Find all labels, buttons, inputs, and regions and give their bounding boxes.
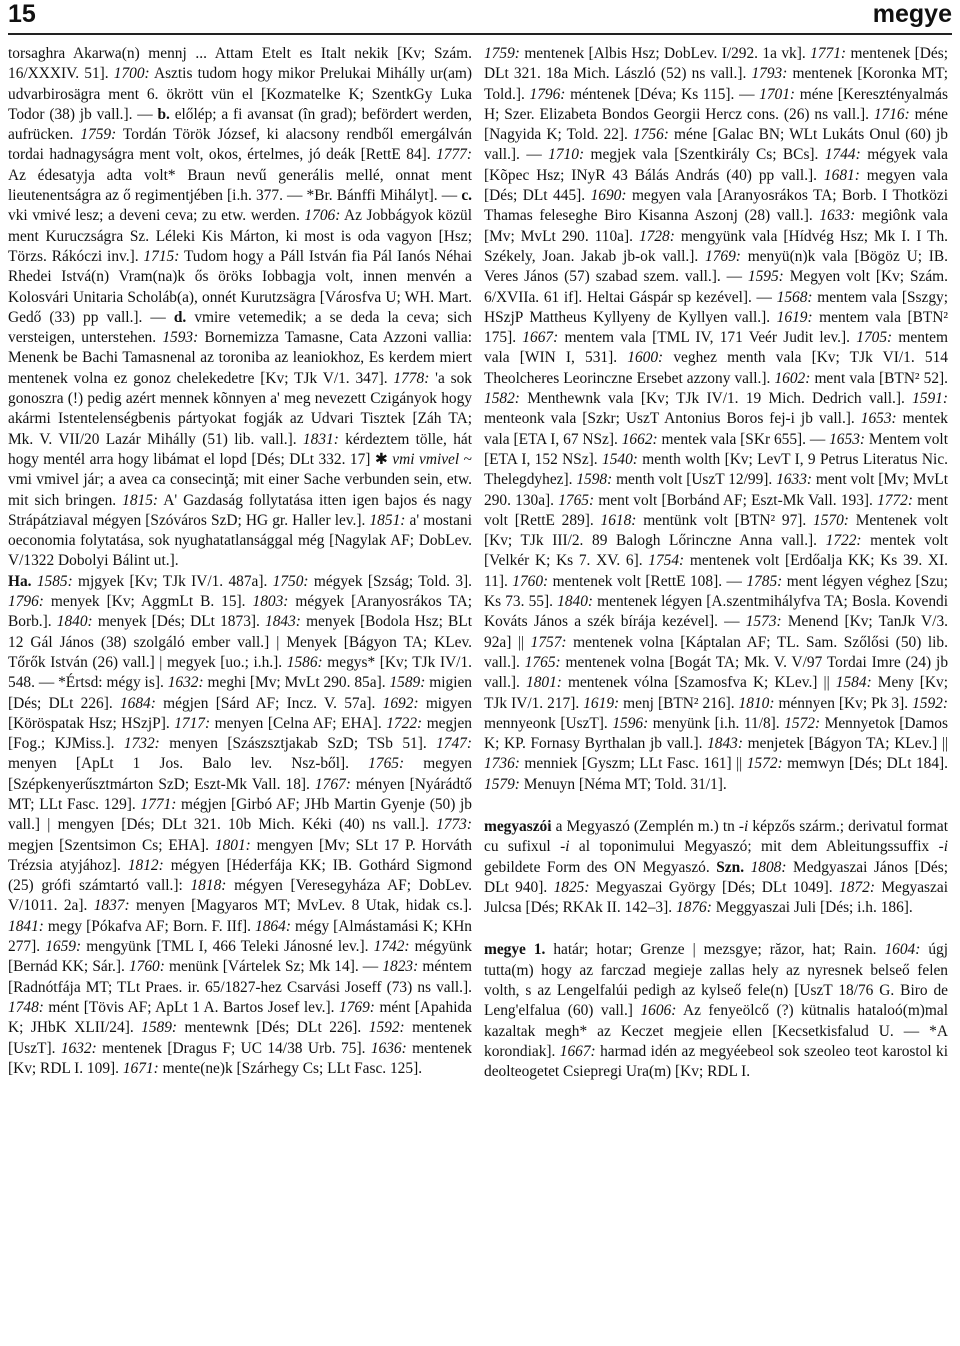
entry-label: d. [173,308,187,326]
entry-text: mentenek volna [Káptalan AF; TL. Sam. Szőlősi (50) lib. vall.]. [484,633,948,671]
year-citation: 1619: [583,694,620,712]
year-citation: 1722: [825,532,862,550]
entry-text: képzős szárm.; derivatul format cu sufixul [484,817,948,856]
entry-text: vki vmivé lesz; a deveni ceva; zu etw. werden. [8,207,305,225]
entry-text: mentek vala [ETA I, 67 NSz]. [484,410,948,448]
entry-text: Megyaszai György [Dés; DLt 1049]. [589,878,840,896]
year-citation: 1715: [143,247,180,265]
entry-text: Bornemizza Tamasne, Cata Azzoni vallia: Menenk be Bachi Tamasnenal az toroniba az leaniokhoz, Es kerdem miert mentenek volna ez gonoz chelekedetre [Kv; TJk V/1. 347]. [8,329,472,387]
year-citation: 1591: [912,390,948,408]
year-citation: 1716: [873,105,910,123]
entry-text: mént [Tövis AF; ApLt 1 A. Bartos Josef lev.]. [43,998,340,1016]
entry-text: mentenek [Dés; DLt 321. 18a Mich. László (52) ns vall.]. [484,45,949,83]
entry-text: Mentem volt [ETA I, 152 NSz]. [484,430,948,468]
year-citation: 1793: [751,65,788,83]
entry-text: 'a sok gonoszra (!) pedig azért mennek kõnnyen a' meg nevezett Czigányok hogy akármi Istentelenségbenis pártyokat fogják az Udvari Tisztek [Záh TA; Mk. V. VII/20 Lazár Mihálly (51) lib. vall.]. [8,369,473,448]
year-citation: 1671: [122,1059,159,1077]
year-citation: 1570: [813,511,849,529]
entry-text: megys* [Kv; TJk IV/1. 548. — *Értsd: mégy is]. [8,653,472,692]
entry-text: ment volt [RettE 289]. [484,491,948,529]
entry-text: mengyünk vala [Hídvég Hsz; Mk I. I Th. Székely, Joan. Jakab jb-ok vall.]. [484,227,948,265]
entry-label: b. [157,105,170,123]
entry-text: Menthewnk vala [Kv; TJk IV/1. 19 Mich. Dedrich vall.]. [519,390,913,408]
year-citation: 1589: [389,674,426,692]
entry-text: meghi [Mv; MvLt 290. 85a]. [203,674,390,692]
year-citation: 1812: [127,856,164,874]
entry-text: menteonk vala [Szkr; UszT Antonius Boros fej-i jb vall.]. [484,410,861,428]
year-citation: 1579: [484,775,520,793]
year-citation: 1778: [393,369,430,387]
year-citation: 1598: [576,471,613,489]
year-citation: 1632: [167,674,204,692]
entry-text: menyek [Dés; DLt 1873]. [92,613,266,631]
entry-text: mentewnk [Dés; DLt 226]. [177,1019,369,1037]
entry-text: mennyeonk [UszT]. [484,714,613,732]
year-citation: 1595: [747,268,784,286]
year-citation: 1710: [548,146,585,164]
year-citation: 1636: [370,1039,407,1057]
year-citation: 1632: [60,1039,97,1057]
year-citation: 1602: [774,369,811,387]
entry-paragraph [484,44,948,795]
entry-text: Az édesatyja adta volt* Braun nevű generális mellé, onnat ment lieutenentságra az ő regimentjében [i.h. 377. — *Br. Bánffi Mihályt]. — [8,166,472,205]
entry-text: menyen [Magyaros MT; MvLev. 8 Utak, hidak cs.]. [129,897,472,915]
entry-text: megy [Pókafva AF; Born. F. IIf]. [43,917,256,935]
entry-text: mentenek [Dragus F; UC 14/38 Urb. 75]. [96,1039,371,1057]
year-citation: 1604: [884,941,921,959]
entry-text: mégyek vala [Kõpec Hsz; INyR 43 Bálás András (40) pp vall.]. [484,146,948,184]
year-citation: 1765: [368,755,405,773]
year-citation: 1843: [265,613,301,631]
entry-label: Ha. [8,572,32,590]
entry-text: kérdeztem tölle, hát hogy mentél arra hogy libámat el lopd [Dés; DLt 332. 17] ✱ [8,430,473,468]
entry-text: migien [Dés; DLt 226]. [8,674,473,712]
entry-text: határ; hotar; Grenze | mezsgye; răzor, hat; Rain. [545,941,885,959]
year-citation: 1600: [627,349,664,367]
entry-text: mégyek [Szság; Told. 3]. [308,572,472,590]
entry-text: ment volt [Mv; MvLt 290. 130a]. [484,471,948,509]
entry-label: megye 1. [484,941,546,959]
year-citation: 1823: [382,958,419,976]
entry-text: a' mostani oeconomia folytatása, sok nyughatatlansággal még [Nagylak AF; DobLev. V/1322 Dobolyi Bálint ut.]. [8,511,472,570]
entry-text: Asztis tudom hogy mikor Prelukai Mihálly ur(am) udvarbirosägra ment 6. ökrött vün el [Kozmatelke K; SzentkGy Luka Todor (38) jb vall.]. — [8,65,473,123]
entry-text: mente(ne)k [Szárhegy Cs; LLt Fasc. 125]. [158,1059,423,1077]
year-citation: 1653: [829,430,866,448]
year-citation: 1757: [530,633,567,651]
year-citation: 1667: [559,1042,596,1060]
entry-paragraph [8,572,472,1079]
entry-text: megjek vala [Szentkirály Cs; BCs]. [584,146,825,164]
year-citation: 1796: [529,85,566,103]
year-citation: 1759: [80,126,117,144]
year-citation: 1773: [436,816,472,834]
right-column [484,44,948,1083]
year-citation: 1684: [119,694,156,712]
entry-text: menth wolth [Kv; LevT I, 9 Petrus Literatus Nic. Thelegdyhez]. [484,450,948,489]
entry-text: mentenek légyen [A.szentmihályfva TA; Bosla. Kovendi Kováts János a szék bírája kezével]. — [484,593,949,631]
entry-text: megiônk vala [Mv; MvLt 290. 110a]. [484,207,948,245]
entry-text: menyek [Kv; AggmLt B. 15]. [43,593,253,611]
entry-text: mentek vala [SKr 655]. — [657,430,830,448]
year-citation: 1760: [512,572,549,590]
entry-text: Medgyaszai János [Dés; DLt 940]. [484,858,948,896]
year-citation: -i [938,838,948,856]
year-citation: 1808: [750,858,787,876]
year-citation: 1765: [524,653,561,671]
entry-text: menjetek [Bágyon TA; KLev.] || [743,735,948,753]
year-citation: 1592: [368,1019,405,1037]
entry-label: Szn. [716,858,745,876]
year-citation: 1750: [272,572,309,590]
year-citation: 1767: [314,775,351,793]
year-citation: 1586: [286,653,323,671]
entry-text: méntenek [Déva; Ks 115]. — [565,85,760,103]
entry-text: ~ vmi vmivel jár; a avea ca consecinţă; mit einer Sache verbunden sein, etw. mit sich bringen. [8,450,472,509]
entry-text: mengyen [Mv; SLt 17 P. Horváth Trézsia atyjához]. [8,836,472,874]
entry-text: menyen [Szászsztjakab SzD; TSb 51]. [159,735,437,753]
entry-text: Mentenek volt [Kv; TJk III/2. 89 Balogh Lőrinczne Anna vall.]. [484,511,948,550]
entry-text: Az Jobbágyok közül ment Kuruczságra Sz. Léleki Kis Márton, ki most is oda vagyon [Hsz; Törzs. Rákóczi inv.]. [8,207,472,265]
entry-text: mjgyek [Kv; TJk IV/1. 487a]. [72,572,273,590]
entry-text: mentem vala [TML IV, 171 Veér Judit lev.]. [558,329,857,347]
year-citation: 1701: [759,85,796,103]
year-citation: 1803: [252,593,289,611]
year-citation: 1700: [113,65,150,83]
entry-text: harmad idén az megyéebeol sok szeoleo teot karostol ki deolteogetet Csiepregi Ura(m) [Kv; RDL I. [484,1042,948,1081]
entry-text: vmire vetemedik; a se deda la ceva; sich versteigen, unterstehen. [8,308,472,347]
year-citation: 1572: [784,714,821,732]
year-citation: 1815: [122,491,159,509]
year-citation: 1801: [526,674,562,692]
year-citation: 1864: [255,917,291,935]
entry-text: mengyünk [TML I, 466 Teleki Jánosné lev.]. [81,938,374,956]
year-citation: 1653: [860,410,897,428]
left-column [8,44,472,1079]
year-citation: 1659: [45,938,82,956]
year-citation: 1851: [369,511,406,529]
entry-text: menyen [ApLt 1 Jos. Balo lev. Nsz-ből]. [8,755,369,773]
entry-text: méntem [Radnótfája MT; TLt Praes. ir. 65/1827-hez Csarvási Joseff (73) ns vall.]. [8,958,472,996]
year-citation: 1667: [522,329,559,347]
entry-text: Menuyn [Néma MT; Told. 31/1]. [519,775,727,793]
year-citation: 1589: [141,1019,178,1037]
year-citation: 1633: [819,207,856,225]
entry-text: menyen [Celna AF; EHA]. [210,714,387,732]
entry-text: ment volt [Borbánd AF; Eszt-Mk Vall. 193]. [594,491,878,509]
entry-text: mégy [Almástamási K; KHn 277]. [8,917,472,956]
entry-paragraph [484,940,948,1082]
entry-text: menyek [Bodola Hsz; BLt 12 Gál János (38) szolgáló ember vall.] | Menyek [Bágyon TA; KLev. Tőrők István (26) vall.] | megyek [uo.; i.h.]. [8,613,472,671]
entry-text: mentem vala [BTN² 175]. [484,308,948,347]
entry-text: úgj tutta(m) hogy az farczad megieje zallas hely az nyresnek belseő felen volth, s az Lengelfalúi pedigh az kylseő fele(n) [UszT 18/76 G. Biro de Leng'elfalua (60) vall.] [484,941,949,1020]
entry-text: menth volt [UszT 12/99]. [612,471,777,489]
year-citation: 1801: [214,836,251,854]
entry-label: c. [461,187,472,205]
year-citation: 1705: [856,329,893,347]
year-citation: 1771: [810,45,847,62]
year-citation: 1736: [484,755,520,773]
entry-text: Meggyaszai Juli [Dés; i.h. 186]. [711,899,913,917]
year-citation: 1572: [746,755,783,773]
entry-text: Az fenyeölcő (?) kütnalis hataloó(m)mal kazaltak megh* az Keczet megjeie ellen [Kecsetkisfalud U. — *A korondiak]. [484,1002,948,1060]
year-citation: 1840: [557,593,594,611]
year-citation: 1843: [707,735,744,753]
year-citation: 1681: [823,166,860,184]
year-citation: 1754: [648,552,685,570]
year-citation: 1818: [190,877,227,895]
year-citation: 1732: [123,735,160,753]
entry-text: megyen vala [Dés; DLt 445]. [484,166,948,205]
year-citation: 1841: [8,917,44,935]
year-citation: 1785: [746,572,783,590]
year-citation: 1573: [745,613,782,631]
entry-text: mégjen [Girbó AF; JHb Martin Gyenje (50) jb vall.] | mengyen [Dés; DLt 321. 10b Mich. Kéki (40) ns vall.]. [8,795,472,834]
year-citation: 1876: [675,899,712,917]
entry-text: mentenek [Albis Hsz; DobLev. I/292. 1a vk]. [519,45,811,62]
entry-text: mégyek [Aranyosrákos TA; Borb.]. [8,593,472,631]
year-citation: 1728: [638,227,675,245]
year-citation: 1717: [174,714,211,732]
entry-text: menniek [Gyszm; LLt Fasc. 161] || [519,755,747,773]
year-citation: 1593: [162,329,199,347]
year-citation: 1760: [128,958,165,976]
year-citation: 1747: [436,735,473,753]
header-rule [8,33,952,35]
entry-text: megyen vala [Aranyosrákos TA; Borb. I Thotközi Thamas feleseghe Biro Kisanna Aszonj (28) vall.]. [484,187,949,225]
entry-text: migyen [Köröspatak Hsz; HSzjP]. [8,694,472,732]
entry-text: mentenek vólna [Szamosfva K; KLev.] || [561,674,836,692]
entry-text: mentenek [UszT]. [8,1019,472,1057]
entry-text: mentek volt [Velkér K; Ks 7. XV. 6]. [484,532,948,570]
year-citation: -i [560,838,570,856]
entry-text: megjen [Szentsimon Cs; EHA]. [8,836,215,854]
year-citation: 1592: [912,694,948,712]
entry-label: megyaszói [484,817,552,835]
entry-text: ment légyen véghez [Szu; Ks 73. 55]. [484,572,948,611]
entry-text: mégyünk [Bernád KK; Sár.]. [8,938,472,976]
entry-text: menyü(n)k vala [Bögöz U; IB. Veres János (57) szabad szem. vall.]. — [484,247,948,286]
entry-text: előlép; a fi avansat (în grad); befördert werden, aufrücken. [8,105,472,144]
entry-text: mégyen [Veresegyháza AF; DobLev. V/1011. 2a]. [8,877,472,915]
entry-text: mentenek [Koronka MT; Told.]. [484,65,949,103]
year-citation: 1582: [484,390,520,408]
page-number: 15 [8,0,36,28]
entry-text: méne [Galac BN; WLt Lukáts Onul (60) jb vall.]. — [484,126,948,164]
entry-text: A' Gazdaság follytatása itten igen bajos és nagy Strápátziaval mégyen [Szóváros SzD; HG gr. Haller lev.]. [8,491,472,529]
page-header [8,0,952,32]
year-citation: 1796: [8,593,44,611]
year-citation: 1722: [386,714,423,732]
year-citation: 1568: [776,288,813,306]
entry-text: mentenek [Kv; RDL I. 109]. [8,1039,472,1077]
year-citation: 1706: [304,207,341,225]
entry-text: Tudom hogy a Páll István fia Pál Ianós Néhai Rhedei Istvá(n) Vram(na)k ős öröks Iobbagja volt, innen menvén a Kolosvári Unitaria Scholáb(a), onnét Kurutzsägra [Városfva U; WH. Mart. Gedő (33) pp vall.]. — [8,247,472,326]
entry-text: megjen [Fog.; KJMiss.]. [8,714,472,753]
year-citation: 1810: [738,694,775,712]
entry-text: Megyaszai Julcsa [Dés; RKAk II. 142–3]. [484,878,948,917]
year-citation: 1777: [436,146,472,164]
year-citation: 1606: [640,1002,677,1020]
year-citation: vmi vmivel [392,450,460,468]
year-citation: 1744: [824,146,861,164]
entry-text: veghez menth vala [Kv; TJk VI/1. 514 Theolcheres Leorinczne Ersebet azzony vall.]. [484,349,948,387]
year-citation: 1584: [835,674,872,692]
entry-text: mégyen [Héderfája KK; IB. Gothárd Sigmond (25) grófi számtartó vall.]: [8,856,473,895]
year-citation: 1618: [600,511,637,529]
entry-text: menyünk [i.h. 11/8]. [648,714,785,732]
year-citation: 1771: [140,795,177,813]
entry-text: mentenek volt [Erdőalja KK; Ks 39. XI. 11]. [484,552,948,590]
year-citation: 1662: [621,430,658,448]
year-citation: -i [738,817,749,835]
entry-text: menj [BTN² 216]. [619,694,739,712]
entry-text: megyen [Szépkenyerűsztmárton SzD; Eszt-Mk Vall. 18]. [8,755,472,793]
running-headword: megye [872,0,952,28]
entry-text: Meny [Kv; TJk IV/1. 217]. [484,674,948,712]
year-citation: 1840: [56,613,93,631]
year-citation: 1540: [602,450,638,468]
entry-text: Megyen volt [Kv; Szám. 6/XVIIa. 61 if]. Heltai Gáspár sp kezével]. — [484,268,948,306]
year-citation: 1831: [302,430,339,448]
entry-text: mentem vala [WIN I, 531]. [484,329,948,367]
year-citation: 1759: [484,45,520,62]
entry-text: ment vala [BTN² 52]. [810,369,948,387]
year-citation: 1756: [633,126,669,144]
entry-text: torsaghra Akarwa(n) mennj ... Attam Etelt es Italt nekik [Kv; Szám. 16/XXXIV. 51]. [8,45,472,83]
year-citation: 1585: [36,572,73,590]
entry-text: mént [Apahida K; JHbK XLII/24]. [8,998,473,1037]
year-citation: 1742: [373,938,410,956]
year-citation: 1837: [93,897,130,915]
entry-text: ményen [Nyárádtő MT; LLt Fasc. 129]. [8,775,472,813]
entry-text: al toponimului Megyaszó; mit dem Ableitungssuffix [569,838,939,856]
entry-text: mentenek volt [RettE 108]. — [548,572,747,590]
entry-paragraph [484,817,948,918]
year-citation: 1596: [612,714,649,732]
entry-text: ménnyen [Kv; Pk 3]. [774,694,913,712]
entry-text: memwyn [Dés; DLt 184]. [782,755,949,773]
year-citation: 1748: [8,998,44,1016]
year-citation: 1772: [877,491,914,509]
year-citation: 1872: [839,878,875,896]
entry-text: Tordán Török József, ki alacsony rendből emergálván tordai hadnagyságra ment volt, okos, értelmes, jó deák [RettE 84]. [8,126,472,164]
entry-text: mentünk volt [BTN² 97]. [636,511,814,529]
year-citation: 1690: [590,187,627,205]
entry-text: Menend [Kv; TanJk V/3. 92a] || [484,613,948,651]
year-citation: 1633: [776,471,813,489]
entry-paragraph [8,44,472,572]
entry-text: mentenek volna [Bogát TA; Mk. V. V/97 Tordai Imre (24) jb vall.]. [484,653,949,692]
entry-text: mentem vala [Sszgy; HSzjP Mattheus Kyllyeny de Kyllyen vall.]. [484,288,948,326]
entry-text: a Megyaszó (Zemplén m.) tn [551,817,739,835]
year-citation: 1765: [558,491,595,509]
entry-text: mégjen [Sárd AF; Incz. V. 57a]. [155,694,383,712]
entry-text: menünk [Vártelek Sz; Mk 14]. — [164,958,383,976]
entry-text: Mennyetok [Damos K; KP. Fornasy Byrthalan jb vall.]. [484,714,948,753]
entry-text: méne [Keresztényalmás H; Szer. Elizabeta Bondos Georgii Hercz cons. (26) ns vall.]. [484,85,948,123]
year-citation: 1769: [339,998,375,1016]
entry-text: méne [Nagyida K; Told. 22]. [484,105,949,144]
entry-text: gebildete Form des ON Megyaszó. [484,858,717,876]
year-citation: 1692: [382,694,419,712]
year-citation: 1769: [705,247,741,265]
year-citation: 1825: [553,878,590,896]
year-citation: 1619: [776,308,813,326]
